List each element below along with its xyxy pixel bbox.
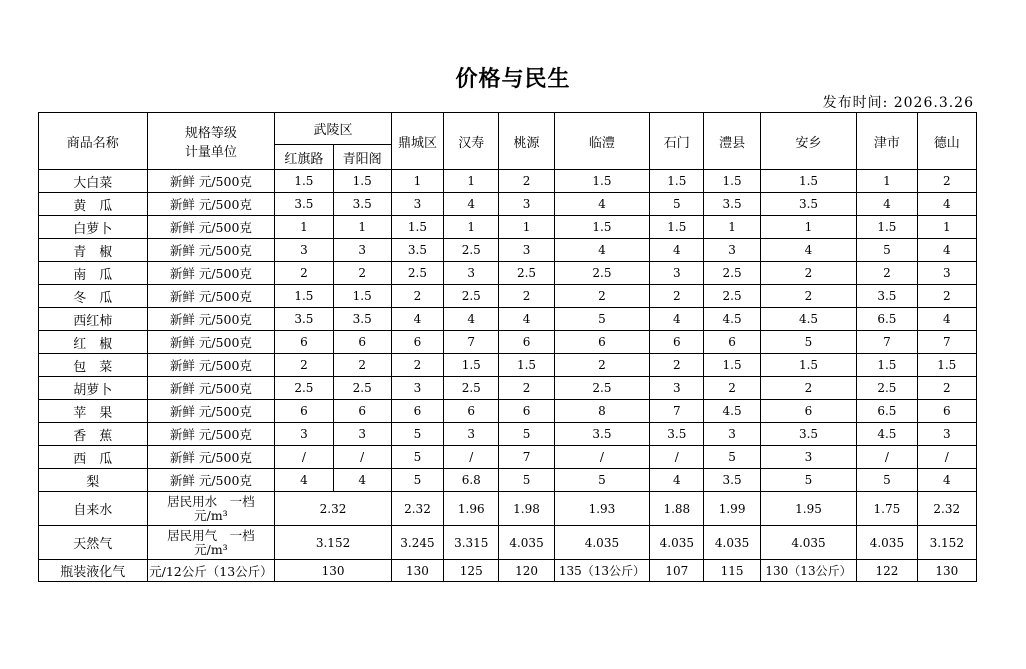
price-cell: 1 [444, 216, 499, 239]
price-cell: 1.75 [857, 492, 917, 526]
price-cell: 6 [391, 400, 443, 423]
product-name: 冬 瓜 [39, 285, 148, 308]
price-cell: 2 [650, 354, 704, 377]
price-cell: 4 [275, 469, 333, 492]
header-spec-line1: 规格等级 [184, 126, 237, 141]
price-cell: 6 [704, 331, 760, 354]
price-cell: 3 [391, 193, 443, 216]
header-region: 桃源 [499, 113, 554, 170]
price-cell: 1 [760, 216, 857, 239]
price-cell: 4 [917, 308, 976, 331]
price-cell: 5 [857, 469, 917, 492]
table-row [39, 469, 977, 492]
price-cell: 2 [554, 285, 650, 308]
product-spec [147, 492, 275, 526]
price-cell: 4 [499, 308, 554, 331]
product-spec: 新鲜 元/500克 [147, 423, 275, 446]
price-cell: / [650, 446, 704, 469]
price-cell: 2.5 [554, 377, 650, 400]
header-qingyangge: 青阳阁 [333, 145, 391, 170]
price-cell: 3 [444, 423, 499, 446]
price-cell: 7 [444, 331, 499, 354]
price-cell: 1 [917, 216, 976, 239]
product-spec: 新鲜 元/500克 [147, 193, 275, 216]
price-cell: 1.5 [760, 170, 857, 193]
product-name: 香 蕉 [39, 423, 148, 446]
header-region: 石门 [650, 113, 704, 170]
price-cell: 5 [554, 308, 650, 331]
price-cell: 1.5 [650, 170, 704, 193]
product-spec: 新鲜 元/500克 [147, 262, 275, 285]
price-cell: 135（13公斤） [554, 560, 650, 582]
price-cell: 1.5 [444, 354, 499, 377]
header-region: 安乡 [760, 113, 857, 170]
price-cell: 1 [275, 216, 333, 239]
price-cell: 4 [554, 239, 650, 262]
price-cell: 4.035 [554, 526, 650, 560]
price-cell: 1.95 [760, 492, 857, 526]
price-cell: 2 [499, 285, 554, 308]
product-name: 大白菜 [39, 170, 148, 193]
price-cell: 4.035 [760, 526, 857, 560]
price-cell: 1.5 [391, 216, 443, 239]
price-cell: 3.152 [917, 526, 976, 560]
price-cell: 3 [499, 193, 554, 216]
price-cell: 2.5 [444, 239, 499, 262]
price-cell: 3.245 [391, 526, 443, 560]
header-wuling: 武陵区 [275, 113, 392, 145]
price-cell: 5 [760, 469, 857, 492]
product-spec: 新鲜 元/500克 [147, 170, 275, 193]
price-table [38, 112, 977, 582]
price-cell: 7 [650, 400, 704, 423]
price-cell: 4 [650, 469, 704, 492]
price-cell: 1.5 [275, 170, 333, 193]
price-cell: 2 [917, 170, 976, 193]
price-cell: 4.5 [704, 400, 760, 423]
price-cell: 130 [391, 560, 443, 582]
product-spec: 元/12公斤（13公斤） [147, 560, 275, 582]
header-spec [147, 113, 275, 170]
product-spec: 新鲜 元/500克 [147, 285, 275, 308]
table-row [39, 170, 977, 193]
price-cell: 2 [499, 170, 554, 193]
product-name: 青 椒 [39, 239, 148, 262]
price-cell: 1.5 [857, 216, 917, 239]
price-cell: 4 [650, 239, 704, 262]
table-row [39, 216, 977, 239]
price-cell: 1.99 [704, 492, 760, 526]
price-cell: 2.5 [857, 377, 917, 400]
produce-rows [39, 170, 977, 492]
table-row [39, 239, 977, 262]
price-cell: 3 [333, 239, 391, 262]
price-cell: 4 [333, 469, 391, 492]
product-spec: 新鲜 元/500克 [147, 377, 275, 400]
product-name: 白萝卜 [39, 216, 148, 239]
price-cell: 1 [857, 170, 917, 193]
product-name: 苹 果 [39, 400, 148, 423]
price-cell: 3 [275, 423, 333, 446]
price-cell: 3.5 [333, 193, 391, 216]
price-cell: 1.5 [650, 216, 704, 239]
product-name: 自来水 [39, 492, 148, 526]
price-cell: 2.5 [554, 262, 650, 285]
spec-line1: 居民用水 一档 [167, 493, 255, 509]
price-cell: 2 [917, 285, 976, 308]
product-spec: 新鲜 元/500克 [147, 239, 275, 262]
price-cell: 5 [499, 423, 554, 446]
header-hongqilu: 红旗路 [275, 145, 333, 170]
price-cell: 3 [333, 423, 391, 446]
price-cell: 6 [275, 331, 333, 354]
price-cell: 130 [917, 560, 976, 582]
price-cell: 1.5 [333, 285, 391, 308]
price-cell: / [917, 446, 976, 469]
price-cell: 4.035 [650, 526, 704, 560]
price-cell: 2.32 [391, 492, 443, 526]
price-cell: 3.5 [650, 423, 704, 446]
publish-date: 发布时间: 2026.3.26 [822, 95, 974, 111]
price-cell: 5 [391, 469, 443, 492]
price-cell: 3 [275, 239, 333, 262]
price-cell: 4 [391, 308, 443, 331]
price-cell: / [444, 446, 499, 469]
product-name: 西红柿 [39, 308, 148, 331]
product-name: 梨 [39, 469, 148, 492]
table-row [39, 446, 977, 469]
price-cell: 2 [499, 377, 554, 400]
product-spec: 新鲜 元/500克 [147, 308, 275, 331]
price-cell: 130 [275, 560, 392, 582]
price-cell: 6 [444, 400, 499, 423]
price-cell: 3.5 [333, 308, 391, 331]
price-cell: / [333, 446, 391, 469]
price-cell: 2 [333, 354, 391, 377]
price-cell: 5 [704, 446, 760, 469]
price-cell: 1.5 [499, 354, 554, 377]
table-row [39, 423, 977, 446]
price-cell: 6 [917, 400, 976, 423]
price-cell: 3 [650, 262, 704, 285]
price-cell: 3.5 [760, 423, 857, 446]
price-cell: 1.5 [554, 170, 650, 193]
spec-line1: 居民用气 一档 [167, 527, 255, 543]
price-cell: 3.315 [444, 526, 499, 560]
price-cell: 6 [499, 331, 554, 354]
price-cell: 7 [917, 331, 976, 354]
price-cell: 4.035 [499, 526, 554, 560]
price-cell: 2.5 [499, 262, 554, 285]
price-cell: 2 [760, 285, 857, 308]
price-cell: 3.5 [554, 423, 650, 446]
price-cell: 3.152 [275, 526, 392, 560]
price-cell: 3 [650, 377, 704, 400]
product-name: 西 瓜 [39, 446, 148, 469]
price-cell: 2.5 [333, 377, 391, 400]
price-cell: 1 [444, 170, 499, 193]
price-cell: 2 [857, 262, 917, 285]
price-cell: 7 [499, 446, 554, 469]
price-cell: 4 [760, 239, 857, 262]
price-cell: 4 [554, 193, 650, 216]
price-cell: 122 [857, 560, 917, 582]
price-cell: 8 [554, 400, 650, 423]
price-cell: 1.5 [704, 170, 760, 193]
header-region: 鼎城区 [391, 113, 443, 170]
price-cell: 1.5 [760, 354, 857, 377]
price-cell: 1.88 [650, 492, 704, 526]
price-cell: 115 [704, 560, 760, 582]
price-cell: 3.5 [275, 308, 333, 331]
price-cell: 2.32 [275, 492, 392, 526]
price-cell: 4.5 [857, 423, 917, 446]
table-row-gas [39, 526, 977, 560]
price-cell: 1.5 [857, 354, 917, 377]
spec-line2: 元/m³ [194, 507, 228, 523]
price-cell: 6 [333, 400, 391, 423]
price-cell: 6.5 [857, 400, 917, 423]
price-cell: 3 [704, 239, 760, 262]
table-row [39, 308, 977, 331]
page-title: 价格与民生 [455, 67, 571, 92]
product-name: 包 菜 [39, 354, 148, 377]
price-cell: 2 [650, 285, 704, 308]
price-cell: 3 [917, 262, 976, 285]
price-cell: 6 [554, 331, 650, 354]
price-cell: 3.5 [391, 239, 443, 262]
price-cell: 5 [499, 469, 554, 492]
price-cell: 2 [333, 262, 391, 285]
price-cell: 1.5 [333, 170, 391, 193]
price-cell: 1 [499, 216, 554, 239]
price-cell: 4.5 [704, 308, 760, 331]
price-cell: 1 [333, 216, 391, 239]
price-cell: 5 [650, 193, 704, 216]
price-cell: 1.98 [499, 492, 554, 526]
price-cell: 6 [499, 400, 554, 423]
price-cell: 2.5 [444, 377, 499, 400]
table-row-water [39, 492, 977, 526]
price-cell: 3.5 [704, 193, 760, 216]
price-cell: 4.035 [704, 526, 760, 560]
product-name: 红 椒 [39, 331, 148, 354]
spec-line2: 元/m³ [194, 541, 228, 557]
price-cell: / [554, 446, 650, 469]
price-cell: 1.93 [554, 492, 650, 526]
price-cell: 3.5 [760, 193, 857, 216]
price-cell: 4 [917, 239, 976, 262]
price-cell: 120 [499, 560, 554, 582]
header-region: 澧县 [704, 113, 760, 170]
price-cell: 1.5 [704, 354, 760, 377]
table-row [39, 354, 977, 377]
header-region: 临澧 [554, 113, 650, 170]
price-cell: 4 [444, 308, 499, 331]
header-region: 津市 [857, 113, 917, 170]
price-cell: 3 [917, 423, 976, 446]
price-cell: 6 [275, 400, 333, 423]
price-cell: 4.035 [857, 526, 917, 560]
price-cell: 5 [391, 423, 443, 446]
product-name: 天然气 [39, 526, 148, 560]
product-spec: 新鲜 元/500克 [147, 354, 275, 377]
price-cell: 2.5 [704, 262, 760, 285]
price-cell: / [275, 446, 333, 469]
price-cell: 2 [760, 377, 857, 400]
price-cell: 1.5 [917, 354, 976, 377]
price-cell: 2.5 [444, 285, 499, 308]
price-cell: 2 [704, 377, 760, 400]
price-cell: 6 [650, 331, 704, 354]
price-cell: 1.5 [554, 216, 650, 239]
product-spec: 新鲜 元/500克 [147, 400, 275, 423]
product-spec: 新鲜 元/500克 [147, 331, 275, 354]
price-cell: 1.5 [275, 285, 333, 308]
price-cell: 3.5 [704, 469, 760, 492]
price-cell: 1 [704, 216, 760, 239]
price-cell: 2.5 [391, 262, 443, 285]
product-name: 瓶装液化气 [39, 560, 148, 582]
price-cell: 3.5 [275, 193, 333, 216]
price-cell: 2 [391, 285, 443, 308]
price-cell: 1 [391, 170, 443, 193]
price-cell: 4 [857, 193, 917, 216]
price-cell: 2 [275, 262, 333, 285]
price-cell: 4 [444, 193, 499, 216]
price-cell: 5 [554, 469, 650, 492]
price-cell: 3 [499, 239, 554, 262]
header-region: 德山 [917, 113, 976, 170]
price-cell: 4.5 [760, 308, 857, 331]
price-cell: 5 [391, 446, 443, 469]
table-row [39, 377, 977, 400]
header-spec-line2: 计量单位 [184, 145, 237, 160]
header-product: 商品名称 [39, 113, 148, 170]
product-spec: 新鲜 元/500克 [147, 216, 275, 239]
price-cell: 6 [760, 400, 857, 423]
price-cell: 4 [917, 469, 976, 492]
price-cell: 2 [917, 377, 976, 400]
price-cell: 5 [760, 331, 857, 354]
table-row [39, 193, 977, 216]
product-spec [147, 526, 275, 560]
price-cell: 2.32 [917, 492, 976, 526]
table-row [39, 400, 977, 423]
table-row-lpg [39, 560, 977, 582]
price-cell: 2 [554, 354, 650, 377]
price-cell: 3 [704, 423, 760, 446]
table-row [39, 331, 977, 354]
price-cell: 4 [917, 193, 976, 216]
product-spec: 新鲜 元/500克 [147, 469, 275, 492]
price-cell: 130（13公斤） [760, 560, 857, 582]
price-cell: 2.5 [704, 285, 760, 308]
table-row [39, 262, 977, 285]
table-row [39, 285, 977, 308]
price-cell: 6.8 [444, 469, 499, 492]
price-cell: 125 [444, 560, 499, 582]
product-spec: 新鲜 元/500克 [147, 446, 275, 469]
price-cell: 6 [333, 331, 391, 354]
product-name: 黄 瓜 [39, 193, 148, 216]
price-cell: 6.5 [857, 308, 917, 331]
price-cell: / [857, 446, 917, 469]
price-cell: 7 [857, 331, 917, 354]
price-cell: 4 [650, 308, 704, 331]
price-cell: 5 [857, 239, 917, 262]
price-cell: 3 [760, 446, 857, 469]
price-cell: 6 [391, 331, 443, 354]
product-name: 胡萝卜 [39, 377, 148, 400]
price-cell: 3 [391, 377, 443, 400]
price-cell: 2 [275, 354, 333, 377]
price-cell: 107 [650, 560, 704, 582]
product-name: 南 瓜 [39, 262, 148, 285]
price-cell: 2 [760, 262, 857, 285]
header-region: 汉寿 [444, 113, 499, 170]
price-cell: 1.96 [444, 492, 499, 526]
price-cell: 2 [391, 354, 443, 377]
price-cell: 2.5 [275, 377, 333, 400]
price-cell: 3.5 [857, 285, 917, 308]
price-cell: 3 [444, 262, 499, 285]
